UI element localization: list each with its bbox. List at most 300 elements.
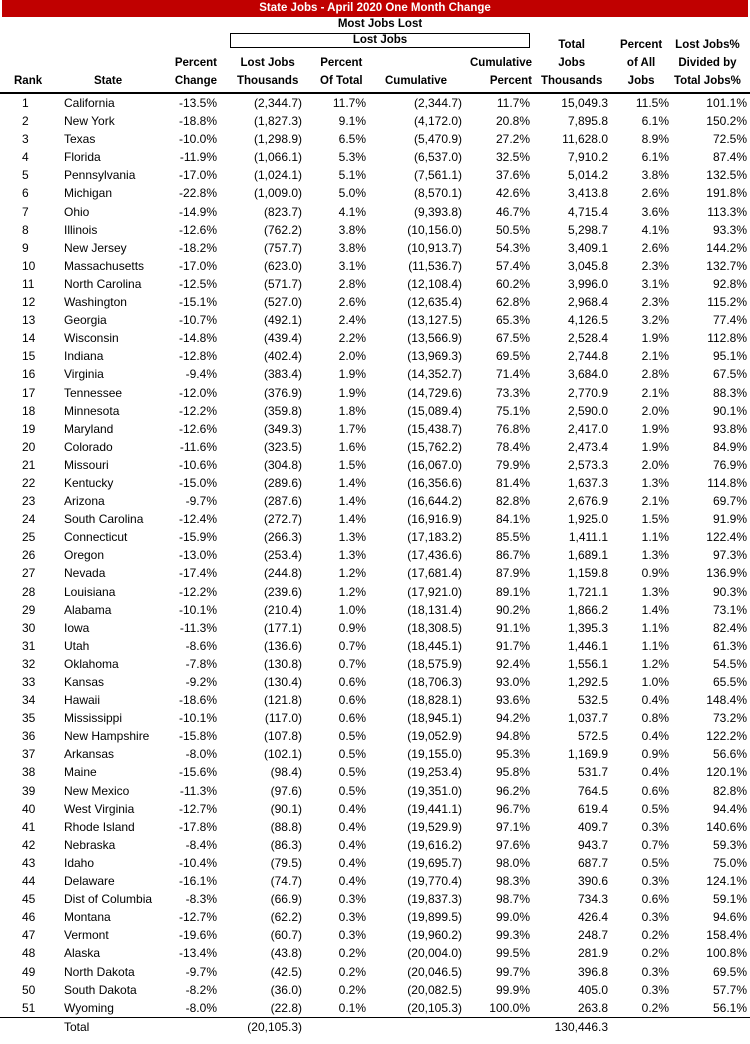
cell-cumulative: (4,172.0) bbox=[413, 114, 462, 129]
cell-state: Utah bbox=[64, 638, 90, 653]
table-row bbox=[0, 619, 750, 637]
cell-cumulative: (19,695.7) bbox=[407, 855, 462, 870]
cell-cumulative-percent: 90.2% bbox=[495, 602, 530, 617]
cell-rank: 1 bbox=[22, 96, 29, 110]
cell-lost-jobs: (210.4) bbox=[263, 602, 302, 617]
lost-jobs-group-header: Lost Jobs bbox=[230, 33, 530, 48]
cell-lost-divided-total: 73.1% bbox=[712, 602, 747, 617]
cell-percent-of-all-jobs: 2.0% bbox=[641, 457, 669, 472]
cell-lost-divided-total: 69.5% bbox=[712, 964, 747, 979]
cell-percent-change: -18.6% bbox=[178, 693, 217, 708]
cell-lost-jobs: (1,009.0) bbox=[253, 186, 302, 201]
cell-total-jobs: 1,446.1 bbox=[567, 638, 608, 653]
table-row bbox=[0, 727, 750, 745]
cell-state: Alabama bbox=[64, 602, 112, 617]
cell-percent-of-all-jobs: 0.8% bbox=[641, 711, 669, 726]
cell-state: New Jersey bbox=[64, 240, 127, 255]
cell-rank: 35 bbox=[22, 711, 36, 726]
cell-lost-jobs: (79.5) bbox=[270, 855, 302, 870]
cell-rank: 36 bbox=[22, 729, 36, 744]
cell-lost-jobs: (43.8) bbox=[270, 946, 302, 961]
cell-rank: 21 bbox=[22, 457, 36, 472]
table-row bbox=[0, 655, 750, 673]
cell-lost-jobs: (266.3) bbox=[263, 530, 302, 545]
cell-lost-divided-total: 88.3% bbox=[712, 385, 747, 400]
cell-cumulative: (7,561.1) bbox=[413, 168, 462, 183]
cell-state: Maryland bbox=[64, 421, 114, 436]
cell-state: Georgia bbox=[64, 313, 107, 328]
cell-cumulative-percent: 79.9% bbox=[495, 457, 530, 472]
cell-percent-of-all-jobs: 1.3% bbox=[641, 475, 669, 490]
cell-cumulative: (16,067.0) bbox=[407, 457, 462, 472]
cell-cumulative-percent: 85.5% bbox=[495, 530, 530, 545]
cell-percent-change: -10.4% bbox=[178, 855, 217, 870]
cell-cumulative: (14,352.7) bbox=[407, 367, 462, 382]
cell-rank: 19 bbox=[22, 421, 36, 436]
cell-cumulative-percent: 92.4% bbox=[495, 656, 530, 671]
cell-rank: 9 bbox=[22, 240, 29, 255]
cell-cumulative: (17,681.4) bbox=[407, 566, 462, 581]
cell-percent-change: -8.3% bbox=[185, 892, 217, 907]
header-percent-of-total: Percent Of Total bbox=[320, 57, 363, 87]
table-row bbox=[0, 365, 750, 383]
cell-total-jobs: 2,676.9 bbox=[567, 494, 608, 509]
cell-lost-jobs: (272.7) bbox=[263, 512, 302, 527]
cell-cumulative-percent: 94.8% bbox=[495, 729, 530, 744]
cell-percent-change: -10.6% bbox=[178, 457, 217, 472]
cell-percent-change: -19.6% bbox=[178, 928, 217, 943]
cell-state: North Carolina bbox=[64, 276, 142, 291]
table-row bbox=[0, 184, 750, 202]
cell-percent-change: -7.8% bbox=[185, 656, 217, 671]
table-row bbox=[0, 438, 750, 456]
cell-percent-of-total: 5.0% bbox=[338, 186, 366, 201]
cell-total-jobs: 2,968.4 bbox=[567, 295, 608, 310]
cell-total-jobs: 531.7 bbox=[577, 765, 608, 780]
cell-percent-of-total: 1.4% bbox=[338, 494, 366, 509]
cell-lost-jobs: (117.0) bbox=[264, 711, 302, 726]
cell-cumulative-percent: 98.3% bbox=[495, 874, 530, 889]
cell-total-jobs: 1,411.1 bbox=[568, 530, 608, 545]
cell-total-jobs: 1,395.3 bbox=[567, 620, 608, 635]
cell-cumulative-percent: 50.5% bbox=[495, 222, 530, 237]
cell-percent-of-all-jobs: 3.6% bbox=[641, 204, 669, 219]
cell-total-jobs: 1,037.7 bbox=[567, 711, 608, 726]
cell-lost-divided-total: 54.5% bbox=[712, 656, 747, 671]
cell-percent-of-total: 0.7% bbox=[338, 656, 366, 671]
cell-cumulative: (15,089.4) bbox=[407, 403, 462, 418]
cell-percent-of-total: 2.0% bbox=[338, 349, 366, 364]
cell-lost-divided-total: 61.3% bbox=[712, 638, 747, 653]
cell-total-jobs: 532.5 bbox=[577, 693, 608, 708]
cell-percent-change: -10.7% bbox=[178, 313, 217, 328]
cell-percent-of-all-jobs: 1.1% bbox=[641, 638, 669, 653]
cell-total-jobs: 15,049.3 bbox=[561, 96, 608, 110]
table-row bbox=[0, 564, 750, 582]
cell-cumulative-percent: 91.1% bbox=[495, 620, 530, 635]
cell-lost-divided-total: 122.2% bbox=[706, 729, 747, 744]
cell-percent-of-total: 1.4% bbox=[338, 512, 366, 527]
cell-percent-of-all-jobs: 0.7% bbox=[641, 837, 669, 852]
cell-cumulative: (20,105.3) bbox=[407, 1000, 462, 1015]
cell-state: New York bbox=[64, 114, 115, 129]
cell-percent-change: -10.0% bbox=[178, 132, 217, 147]
cell-percent-change: -12.7% bbox=[178, 801, 217, 816]
cell-percent-of-all-jobs: 0.2% bbox=[641, 946, 669, 961]
cell-cumulative: (18,445.1) bbox=[407, 638, 462, 653]
cell-lost-jobs: (136.6) bbox=[263, 638, 302, 653]
cell-percent-of-total: 1.8% bbox=[338, 403, 366, 418]
cell-total-jobs: 3,413.8 bbox=[567, 186, 608, 201]
cell-total-jobs: 5,014.2 bbox=[567, 168, 608, 183]
cell-state: Arkansas bbox=[64, 747, 115, 762]
cell-percent-change: -8.2% bbox=[185, 982, 217, 997]
cell-percent-change: -18.2% bbox=[178, 240, 217, 255]
cell-percent-change: -13.0% bbox=[178, 548, 217, 563]
cell-total-jobs: 1,292.5 bbox=[567, 675, 608, 689]
cell-cumulative-percent: 54.3% bbox=[495, 240, 530, 255]
cell-percent-change: -9.4% bbox=[185, 367, 217, 382]
cell-percent-of-total: 0.2% bbox=[338, 946, 366, 961]
cell-total-jobs: 7,910.2 bbox=[567, 150, 608, 165]
cell-cumulative: (2,344.7) bbox=[413, 96, 462, 110]
cell-state: Nebraska bbox=[64, 837, 116, 852]
cell-cumulative-percent: 99.0% bbox=[495, 910, 530, 925]
cell-cumulative: (18,308.5) bbox=[407, 620, 462, 635]
cell-rank: 30 bbox=[22, 620, 36, 635]
cell-state: North Dakota bbox=[64, 964, 135, 979]
cell-percent-of-total: 0.4% bbox=[338, 837, 366, 852]
cell-state: Washington bbox=[64, 295, 127, 310]
cell-rank: 51 bbox=[22, 1000, 36, 1015]
header-percent-of-all-jobs: Percent of All Jobs bbox=[620, 39, 663, 87]
cell-percent-of-all-jobs: 11.5% bbox=[635, 96, 669, 110]
cell-percent-of-total: 0.4% bbox=[338, 874, 366, 889]
cell-rank: 43 bbox=[22, 855, 36, 870]
table-row bbox=[0, 275, 750, 293]
cell-cumulative: (16,916.9) bbox=[407, 512, 462, 527]
cell-rank: 17 bbox=[22, 385, 36, 400]
cell-percent-change: -12.4% bbox=[178, 512, 217, 527]
table-row bbox=[0, 709, 750, 727]
cell-lost-divided-total: 56.6% bbox=[712, 747, 747, 762]
cell-percent-change: -13.5% bbox=[178, 96, 217, 110]
cell-cumulative-percent: 27.2% bbox=[495, 132, 530, 147]
cell-cumulative: (17,921.0) bbox=[407, 584, 462, 599]
cell-lost-jobs: (98.4) bbox=[270, 765, 302, 780]
table-row bbox=[0, 836, 750, 854]
table-row bbox=[0, 311, 750, 329]
cell-cumulative-percent: 71.4% bbox=[495, 367, 530, 382]
cell-cumulative: (17,183.2) bbox=[407, 530, 462, 545]
cell-cumulative: (20,046.5) bbox=[407, 964, 462, 979]
cell-percent-change: -15.1% bbox=[178, 295, 217, 310]
cell-rank: 38 bbox=[22, 765, 36, 780]
cell-total-jobs: 2,473.4 bbox=[567, 439, 608, 454]
cell-percent-of-total: 1.4% bbox=[338, 475, 366, 490]
header-rank: Rank bbox=[14, 75, 43, 87]
cell-percent-change: -17.8% bbox=[178, 819, 217, 834]
cell-rank: 26 bbox=[22, 548, 36, 563]
cell-lost-jobs: (439.4) bbox=[263, 331, 302, 346]
cell-total-jobs: 1,721.1 bbox=[567, 584, 608, 599]
table-row bbox=[0, 94, 750, 112]
cell-percent-change: -9.7% bbox=[185, 964, 217, 979]
table-row bbox=[0, 293, 750, 311]
cell-cumulative-percent: 91.7% bbox=[495, 638, 530, 653]
cell-lost-jobs: (383.4) bbox=[263, 367, 302, 382]
cell-percent-change: -17.0% bbox=[178, 168, 217, 183]
cell-cumulative-percent: 76.8% bbox=[495, 421, 530, 436]
cell-lost-jobs: (1,066.1) bbox=[253, 150, 302, 165]
cell-total-jobs: 1,637.3 bbox=[567, 475, 608, 490]
cell-percent-of-all-jobs: 2.1% bbox=[641, 385, 669, 400]
cell-percent-of-total: 2.2% bbox=[338, 331, 366, 346]
cell-lost-divided-total: 114.8% bbox=[707, 475, 747, 490]
cell-cumulative-percent: 67.5% bbox=[495, 331, 530, 346]
table-row bbox=[0, 492, 750, 510]
table-row bbox=[0, 510, 750, 528]
cell-rank: 15 bbox=[22, 349, 36, 364]
cell-cumulative-percent: 94.2% bbox=[495, 711, 530, 726]
cell-state: Connecticut bbox=[64, 530, 128, 545]
cell-rank: 37 bbox=[22, 747, 36, 762]
cell-cumulative-percent: 78.4% bbox=[495, 439, 530, 454]
cell-rank: 28 bbox=[22, 584, 36, 599]
cell-percent-of-all-jobs: 0.6% bbox=[641, 783, 669, 798]
cell-total-jobs: 572.5 bbox=[577, 729, 608, 744]
cell-percent-of-total: 1.2% bbox=[338, 566, 366, 581]
cell-rank: 5 bbox=[22, 168, 29, 183]
cell-lost-jobs: (757.7) bbox=[263, 240, 302, 255]
cell-state: Colorado bbox=[64, 439, 113, 454]
cell-lost-divided-total: 59.3% bbox=[712, 837, 747, 852]
cell-lost-divided-total: 67.5% bbox=[712, 367, 747, 382]
cell-percent-of-all-jobs: 0.4% bbox=[641, 693, 669, 708]
cell-percent-of-all-jobs: 0.9% bbox=[641, 566, 669, 581]
cell-percent-of-all-jobs: 0.6% bbox=[641, 892, 669, 907]
table-title: State Jobs - April 2020 One Month Change bbox=[2, 0, 748, 17]
cell-lost-jobs: (571.7) bbox=[263, 276, 302, 291]
cell-lost-jobs: (823.7) bbox=[263, 204, 302, 219]
cell-percent-of-total: 1.2% bbox=[338, 584, 366, 599]
table-row bbox=[0, 402, 750, 420]
cell-cumulative: (13,969.3) bbox=[407, 349, 462, 364]
cell-cumulative: (12,635.4) bbox=[407, 295, 462, 310]
cell-lost-divided-total: 136.9% bbox=[706, 566, 747, 581]
table-row bbox=[0, 745, 750, 763]
cell-cumulative-percent: 46.7% bbox=[495, 204, 530, 219]
cell-lost-divided-total: 122.4% bbox=[706, 530, 747, 545]
table-row bbox=[0, 112, 750, 130]
cell-lost-jobs: (492.1) bbox=[263, 313, 302, 328]
cell-percent-of-all-jobs: 2.0% bbox=[641, 403, 669, 418]
cell-rank: 49 bbox=[22, 964, 36, 979]
cell-state: Kansas bbox=[64, 675, 105, 689]
cell-cumulative: (17,436.6) bbox=[407, 548, 462, 563]
cell-percent-of-total: 0.6% bbox=[338, 711, 366, 726]
cell-percent-of-total: 0.7% bbox=[338, 638, 366, 653]
cell-cumulative-percent: 99.5% bbox=[495, 946, 530, 961]
table-row bbox=[0, 673, 750, 691]
table-row bbox=[0, 601, 750, 619]
cell-rank: 25 bbox=[22, 530, 36, 545]
table-row bbox=[0, 800, 750, 818]
cell-lost-divided-total: 132.7% bbox=[706, 258, 747, 273]
table-body bbox=[0, 94, 750, 1017]
cell-total-jobs: 2,770.9 bbox=[567, 385, 608, 400]
cell-rank: 7 bbox=[22, 204, 29, 219]
table-row bbox=[0, 528, 750, 546]
cell-percent-of-all-jobs: 2.6% bbox=[641, 186, 669, 201]
cell-lost-jobs: (102.1) bbox=[263, 747, 302, 762]
cell-cumulative-percent: 86.7% bbox=[495, 548, 530, 563]
cell-lost-jobs: (289.6) bbox=[263, 475, 302, 490]
cell-lost-divided-total: 90.1% bbox=[712, 403, 747, 418]
cell-lost-jobs: (253.4) bbox=[263, 548, 302, 563]
cell-percent-of-total: 0.3% bbox=[338, 892, 366, 907]
cell-cumulative-percent: 20.8% bbox=[495, 114, 530, 129]
cell-percent-of-total: 0.4% bbox=[338, 855, 366, 870]
cell-total-jobs: 7,895.8 bbox=[567, 114, 608, 129]
cell-percent-of-all-jobs: 1.0% bbox=[641, 675, 669, 689]
cell-cumulative: (19,441.1) bbox=[407, 801, 462, 816]
cell-percent-change: -8.6% bbox=[185, 638, 217, 653]
cell-lost-jobs: (62.2) bbox=[270, 910, 302, 925]
cell-state: Montana bbox=[64, 910, 111, 925]
table-row bbox=[0, 872, 750, 890]
cell-lost-divided-total: 115.2% bbox=[707, 295, 747, 310]
cell-state: Nevada bbox=[64, 566, 106, 581]
cell-lost-divided-total: 91.9% bbox=[712, 512, 747, 527]
cell-rank: 24 bbox=[22, 512, 36, 527]
subtitle-row bbox=[0, 17, 750, 32]
cell-percent-of-all-jobs: 2.8% bbox=[641, 367, 669, 382]
cell-lost-jobs: (121.8) bbox=[263, 693, 302, 708]
cell-state: West Virginia bbox=[64, 801, 135, 816]
cell-percent-of-all-jobs: 1.1% bbox=[641, 530, 669, 545]
cell-rank: 40 bbox=[22, 801, 36, 816]
cell-percent-change: -12.6% bbox=[178, 421, 217, 436]
cell-cumulative-percent: 99.9% bbox=[495, 982, 530, 997]
cell-percent-of-total: 0.5% bbox=[338, 729, 366, 744]
cell-percent-of-total: 3.8% bbox=[338, 240, 366, 255]
cell-cumulative-percent: 82.8% bbox=[495, 494, 530, 509]
cell-total-jobs: 2,744.8 bbox=[567, 349, 608, 364]
cell-state: Ohio bbox=[64, 204, 90, 219]
cell-lost-divided-total: 113.3% bbox=[707, 204, 747, 219]
cell-percent-of-total: 3.1% bbox=[338, 258, 366, 273]
cell-lost-jobs: (60.7) bbox=[270, 928, 302, 943]
cell-lost-divided-total: 93.3% bbox=[712, 222, 747, 237]
table-row bbox=[0, 583, 750, 601]
cell-lost-divided-total: 120.1% bbox=[706, 765, 747, 780]
cell-cumulative: (19,351.0) bbox=[407, 783, 462, 798]
cell-cumulative-percent: 84.1% bbox=[495, 512, 530, 527]
cell-lost-divided-total: 72.5% bbox=[712, 132, 747, 147]
total-lost-jobs: (20,105.3) bbox=[247, 1019, 302, 1034]
cell-percent-of-all-jobs: 1.1% bbox=[641, 620, 669, 635]
cell-lost-divided-total: 76.9% bbox=[712, 457, 747, 472]
cell-lost-divided-total: 93.8% bbox=[712, 421, 747, 436]
cell-rank: 39 bbox=[22, 783, 36, 798]
cell-rank: 10 bbox=[22, 258, 36, 273]
cell-percent-of-all-jobs: 0.5% bbox=[641, 801, 669, 816]
cell-cumulative: (19,960.2) bbox=[407, 928, 462, 943]
cell-percent-of-all-jobs: 6.1% bbox=[641, 150, 669, 165]
cell-percent-of-total: 1.3% bbox=[338, 548, 366, 563]
cell-cumulative: (14,729.6) bbox=[407, 385, 462, 400]
cell-rank: 8 bbox=[22, 222, 29, 237]
cell-percent-of-all-jobs: 2.6% bbox=[641, 240, 669, 255]
cell-cumulative-percent: 60.2% bbox=[495, 276, 530, 291]
cell-rank: 41 bbox=[22, 819, 36, 834]
table-row bbox=[0, 257, 750, 275]
cell-lost-jobs: (1,024.1) bbox=[253, 168, 302, 183]
cell-percent-of-total: 6.5% bbox=[338, 132, 366, 147]
cell-percent-of-total: 0.2% bbox=[338, 964, 366, 979]
cell-percent-change: -17.0% bbox=[178, 258, 217, 273]
cell-total-jobs: 11,628.0 bbox=[562, 132, 608, 147]
cell-percent-of-all-jobs: 2.1% bbox=[641, 494, 669, 509]
cell-cumulative: (19,155.0) bbox=[407, 747, 462, 762]
cell-cumulative-percent: 57.4% bbox=[495, 258, 530, 273]
cell-lost-divided-total: 191.8% bbox=[706, 186, 747, 201]
cell-rank: 23 bbox=[22, 494, 36, 509]
cell-percent-change: -22.8% bbox=[178, 186, 217, 201]
cell-percent-change: -10.1% bbox=[178, 602, 217, 617]
cell-cumulative: (20,004.0) bbox=[407, 946, 462, 961]
cell-percent-of-all-jobs: 8.9% bbox=[641, 132, 669, 147]
cell-percent-of-total: 1.0% bbox=[338, 602, 366, 617]
table-row bbox=[0, 166, 750, 184]
cell-cumulative: (10,156.0) bbox=[407, 222, 462, 237]
cell-cumulative-percent: 81.4% bbox=[495, 475, 530, 490]
cell-rank: 3 bbox=[22, 132, 29, 147]
cell-cumulative-percent: 96.7% bbox=[495, 801, 530, 816]
cell-cumulative: (11,536.7) bbox=[408, 258, 462, 273]
cell-cumulative-percent: 97.1% bbox=[495, 819, 530, 834]
table-row bbox=[0, 890, 750, 908]
cell-cumulative-percent: 65.3% bbox=[495, 313, 530, 328]
cell-total-jobs: 263.8 bbox=[577, 1000, 608, 1015]
cell-cumulative-percent: 62.8% bbox=[495, 295, 530, 310]
cell-percent-change: -11.3% bbox=[179, 783, 217, 798]
cell-percent-change: -12.0% bbox=[178, 385, 217, 400]
cell-percent-of-all-jobs: 1.5% bbox=[641, 512, 669, 527]
cell-percent-change: -9.7% bbox=[185, 494, 217, 509]
cell-state: Louisiana bbox=[64, 584, 116, 599]
cell-lost-jobs: (90.1) bbox=[270, 801, 302, 816]
cell-state: Wyoming bbox=[64, 1000, 114, 1015]
cell-state: Massachusetts bbox=[64, 258, 145, 273]
cell-rank: 14 bbox=[22, 331, 36, 346]
cell-cumulative-percent: 11.7% bbox=[496, 96, 530, 110]
cell-percent-of-all-jobs: 0.3% bbox=[641, 819, 669, 834]
cell-percent-change: -11.3% bbox=[179, 620, 217, 635]
cell-percent-of-total: 1.5% bbox=[338, 457, 366, 472]
cell-lost-divided-total: 148.4% bbox=[706, 693, 747, 708]
cell-percent-change: -11.6% bbox=[179, 439, 217, 454]
cell-cumulative-percent: 100.0% bbox=[489, 1000, 530, 1015]
cell-rank: 20 bbox=[22, 439, 36, 454]
cell-percent-change: -15.8% bbox=[178, 729, 217, 744]
cell-state: Oregon bbox=[64, 548, 105, 563]
cell-lost-divided-total: 75.0% bbox=[712, 855, 747, 870]
cell-lost-jobs: (323.5) bbox=[263, 439, 302, 454]
cell-rank: 11 bbox=[22, 276, 35, 291]
cell-rank: 18 bbox=[22, 403, 36, 418]
